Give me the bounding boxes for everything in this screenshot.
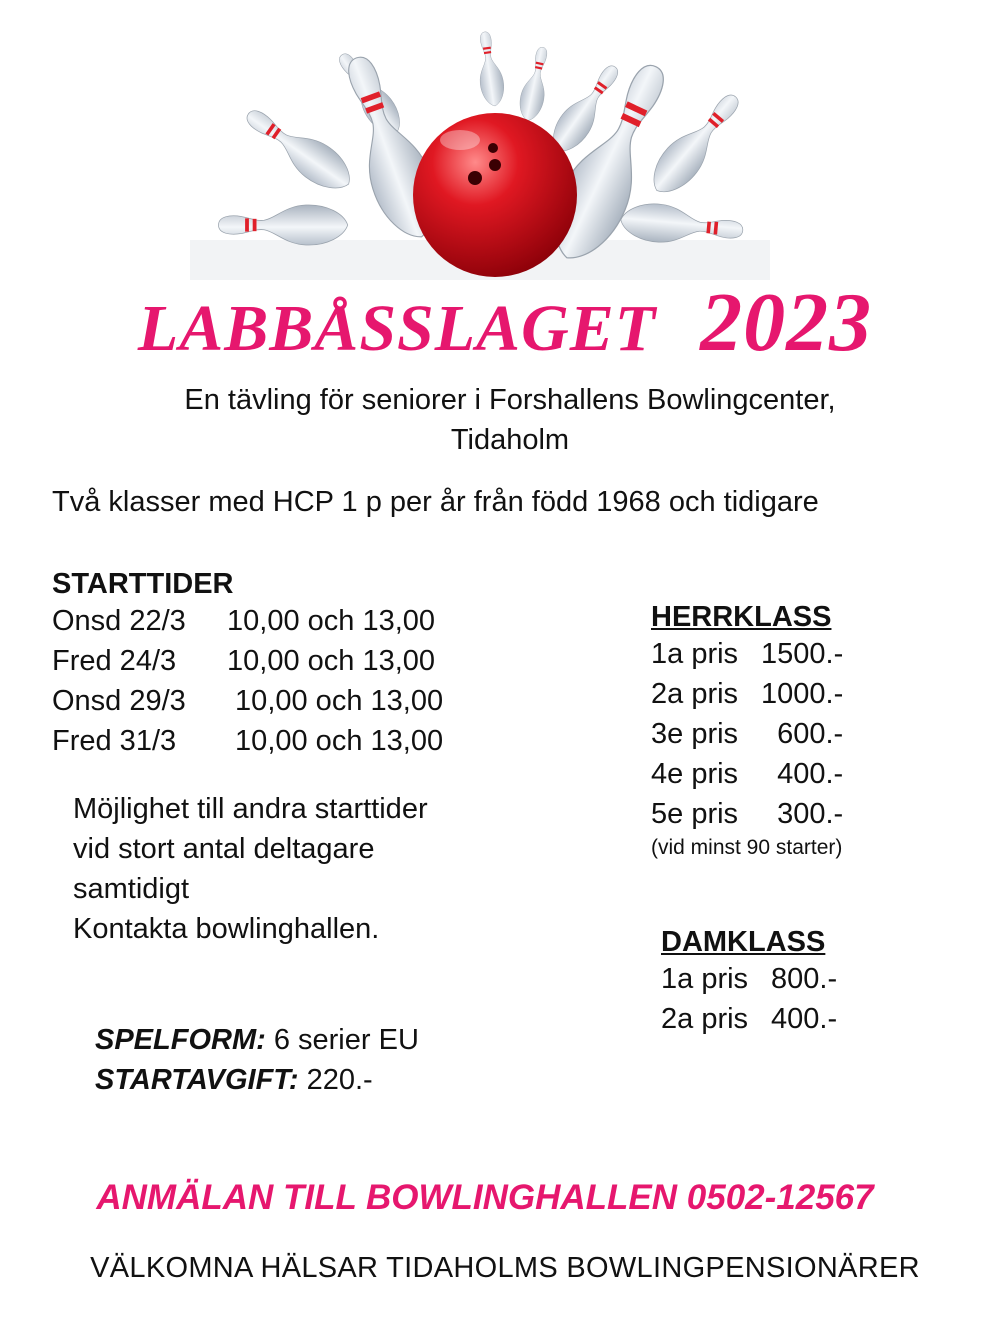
start-hours: 10,00 och 13,00 <box>227 605 436 637</box>
subtitle-line: Tidaholm <box>450 424 570 456</box>
prize-condition: (vid minst 90 starter) <box>651 836 843 859</box>
note-line: Möjlighet till andra starttider <box>73 793 428 825</box>
classes-info: Två klasser med HCP 1 p per år från född 1968 och tidigare <box>52 486 819 518</box>
spelform-label: SPELFORM: <box>95 1024 266 1056</box>
game-info <box>95 1020 419 1100</box>
prize-row <box>651 714 843 754</box>
spelform-value: 6 serier EU <box>265 1024 419 1056</box>
note-line: Kontakta bowlinghallen. <box>73 913 380 945</box>
subtitle-line: En tävling för seniorer i Forshallens Bowlingcenter, <box>184 384 836 416</box>
start-hours: 10,00 och 13,00 <box>227 725 444 757</box>
herrklass-heading: HERRKLASS <box>651 601 832 633</box>
prize-row <box>651 674 843 714</box>
bowling-ball-icon <box>413 113 577 277</box>
start-times-heading: STARTTIDER <box>52 568 234 600</box>
event-title-name: LABBÅSSLAGET <box>137 292 657 365</box>
pin-icon <box>238 98 360 199</box>
note-line: vid stort antal deltagare <box>73 833 375 865</box>
pin-icon <box>219 205 348 245</box>
startavgift-value: 220.- <box>298 1064 373 1096</box>
prize-amount: 300.- <box>761 798 844 830</box>
event-title-year: 2023 <box>700 276 873 369</box>
startavgift-label: STARTAVGIFT: <box>95 1064 299 1096</box>
pin-icon <box>473 30 506 107</box>
pin-icon <box>642 85 750 203</box>
prize-row <box>651 634 843 674</box>
prize-row <box>661 999 837 1039</box>
prize-row <box>651 794 843 834</box>
pin-icon <box>516 45 554 123</box>
damklass-section <box>661 926 837 1039</box>
prize-place: 1a pris <box>651 638 739 670</box>
start-time-row <box>52 601 443 641</box>
start-time-row <box>52 681 443 721</box>
damklass-heading: DAMKLASS <box>661 926 826 958</box>
start-times-section <box>52 568 443 761</box>
prize-row <box>661 959 837 999</box>
start-hours: 10,00 och 13,00 <box>227 685 444 717</box>
herrklass-section <box>651 601 843 862</box>
prize-place: 2a pris <box>651 678 739 710</box>
bowling-illustration <box>190 0 790 282</box>
start-times-note <box>73 789 428 949</box>
prize-place: 3e pris <box>651 718 739 750</box>
prize-place: 1a pris <box>661 963 749 995</box>
start-day: Onsd 29/3 <box>52 685 186 717</box>
prize-amount: 600.- <box>761 718 844 750</box>
welcome-line: VÄLKOMNA HÄLSAR TIDAHOLMS BOWLINGPENSIONÄRER <box>90 1252 920 1284</box>
event-title <box>115 274 895 371</box>
startavgift-line <box>95 1060 419 1100</box>
start-hours: 10,00 och 13,00 <box>227 645 436 677</box>
spelform-line <box>95 1020 419 1060</box>
prize-row <box>651 754 843 794</box>
subtitle <box>100 380 920 460</box>
prize-place: 5e pris <box>651 798 739 830</box>
prize-amount: 1500.- <box>761 638 844 670</box>
prize-place: 4e pris <box>651 758 739 790</box>
prize-amount: 400.- <box>771 1003 838 1035</box>
start-day: Fred 24/3 <box>52 645 177 677</box>
prize-amount: 800.- <box>771 963 838 995</box>
prize-amount: 400.- <box>761 758 844 790</box>
start-time-row <box>52 721 443 761</box>
prize-place: 2a pris <box>661 1003 749 1035</box>
start-day: Fred 31/3 <box>52 725 177 757</box>
prize-amount: 1000.- <box>761 678 844 710</box>
start-time-row <box>52 641 443 681</box>
registration-line: ANMÄLAN TILL BOWLINGHALLEN 0502-12567 <box>96 1178 874 1217</box>
start-day: Onsd 22/3 <box>52 605 186 637</box>
note-line: samtidigt <box>73 873 190 905</box>
